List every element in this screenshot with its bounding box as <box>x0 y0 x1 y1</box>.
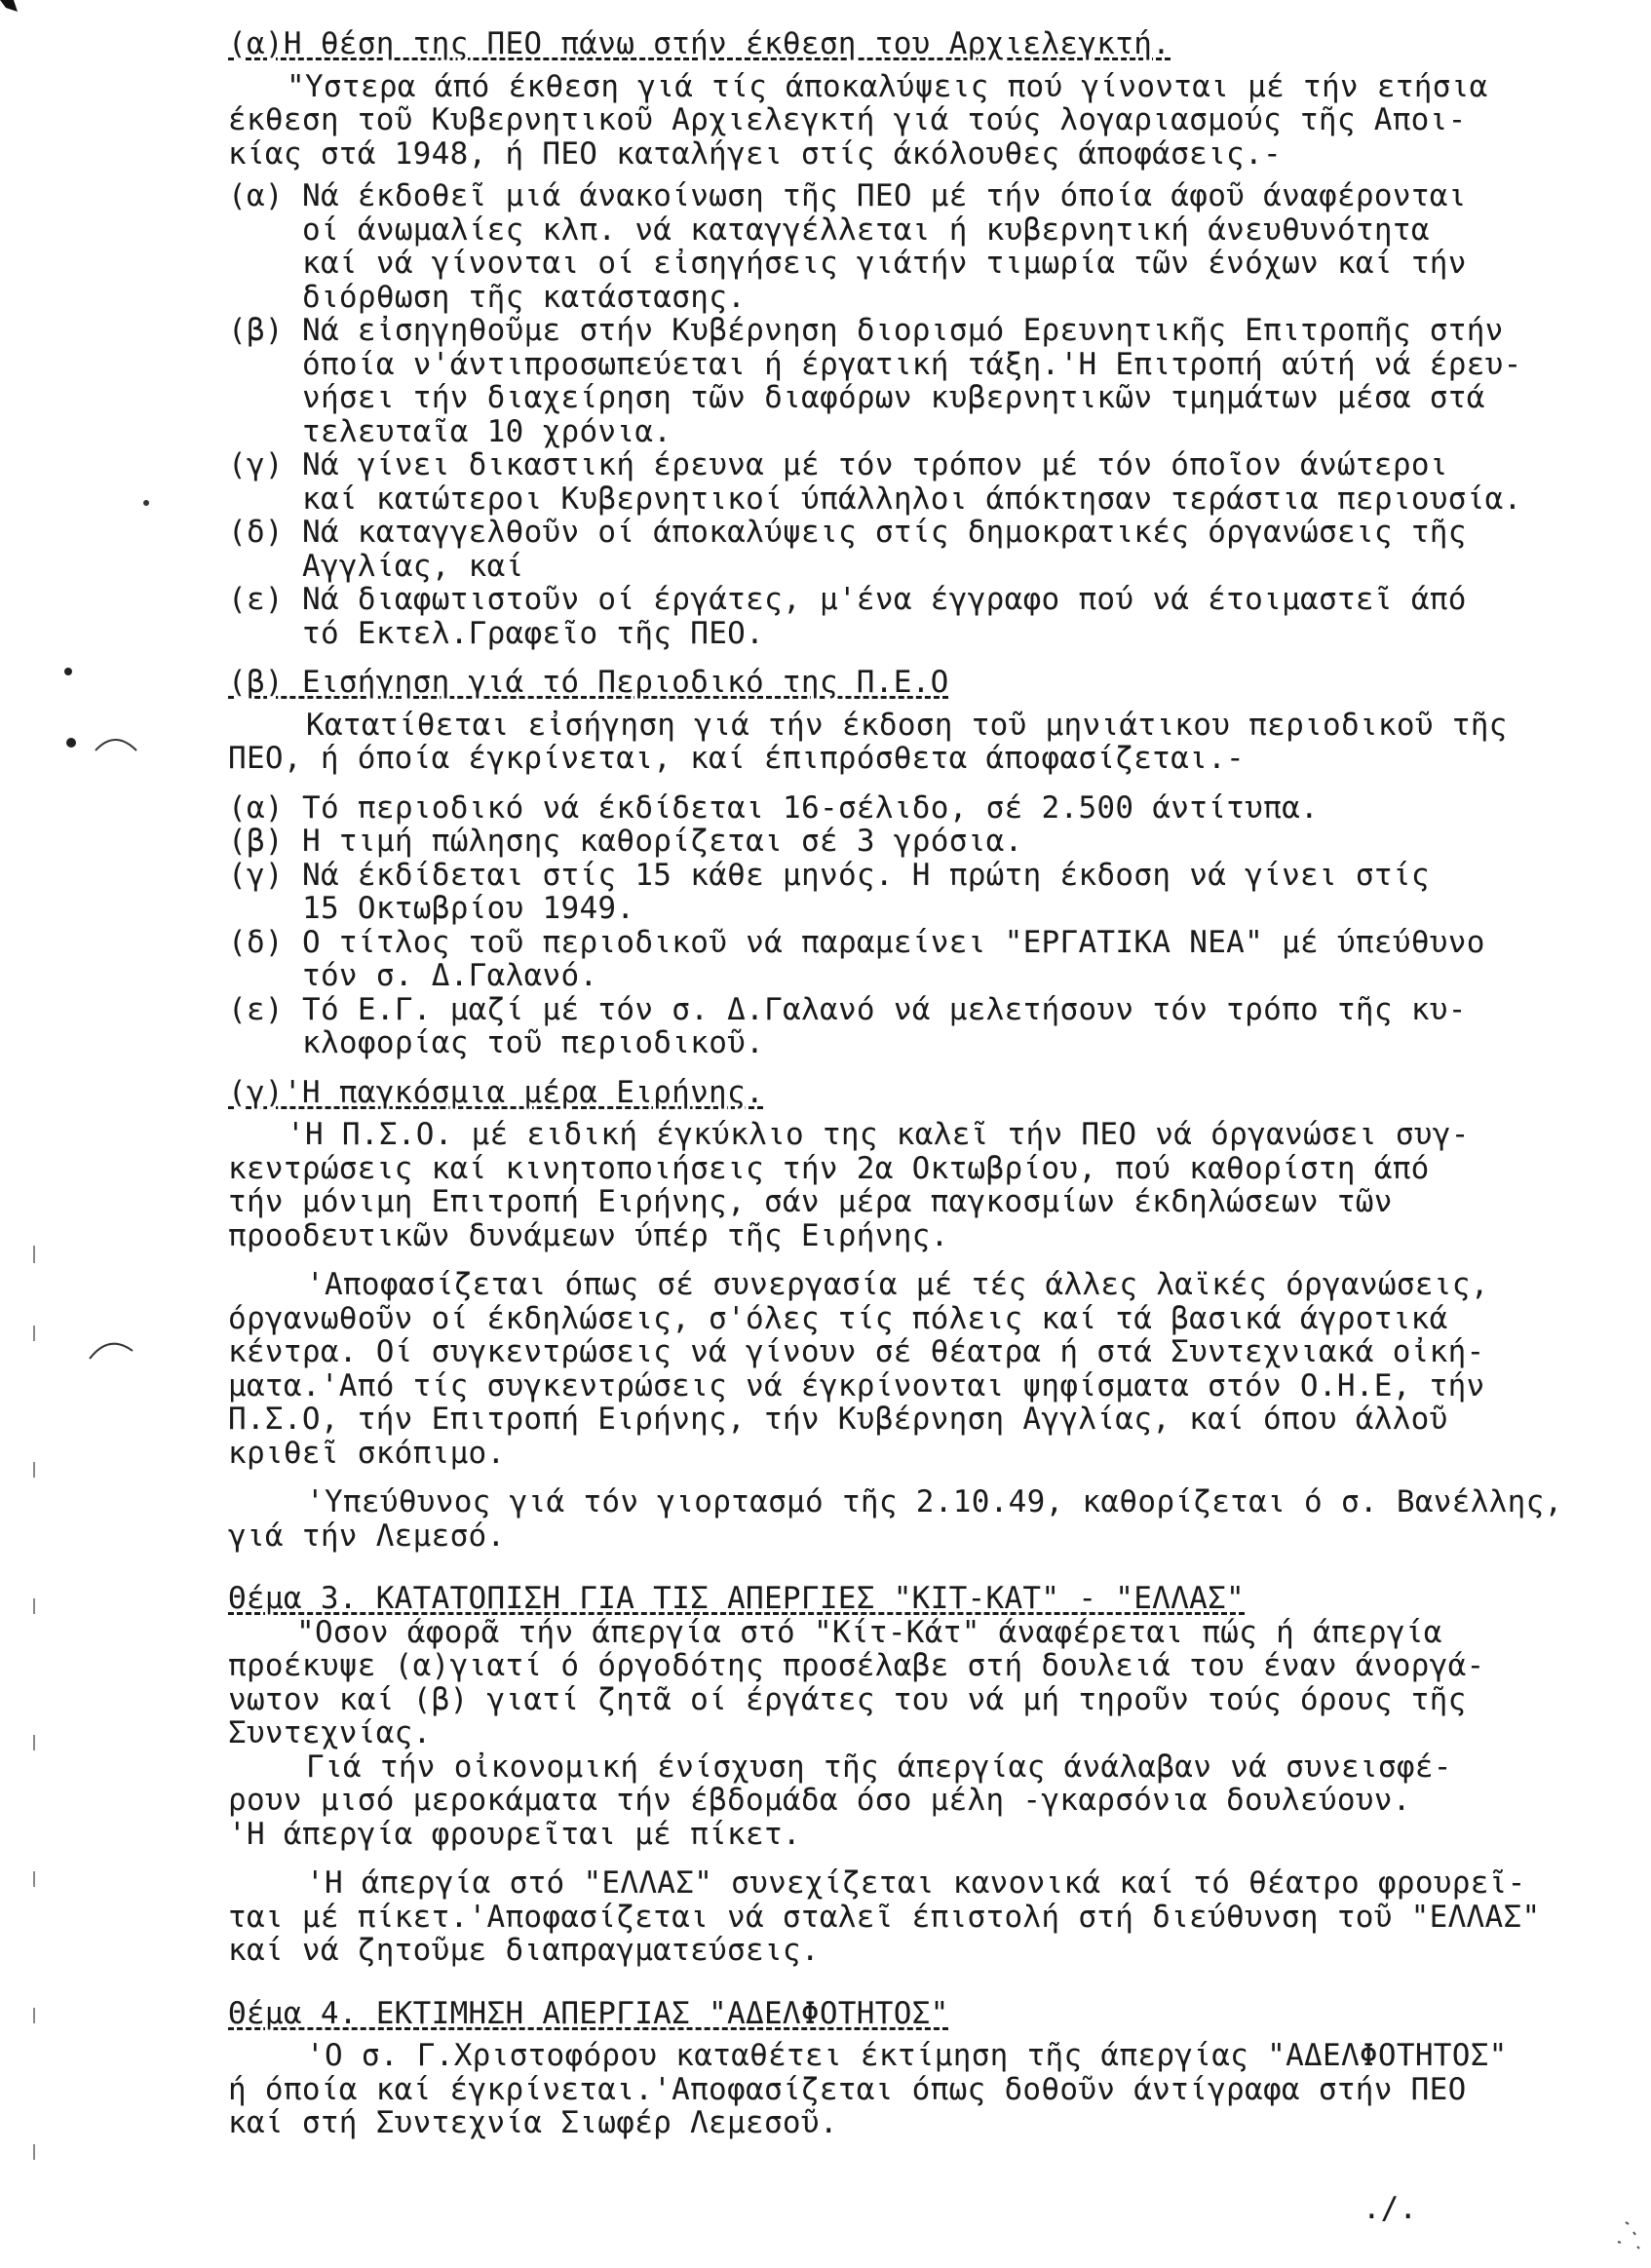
text-line: τήν μόνιμη Επιτροπή Ειρήνης, σάν μέρα παγκοσμίων έκδηλώσεων τῶν <box>228 1184 1393 1219</box>
text-line: καί στή Συντεχνία Σιωφέρ Λεμεσοῦ. <box>228 2105 838 2140</box>
list-item <box>228 926 1632 993</box>
text-line: 'Η άπεργία φρουρεῖται μέ πίκετ. <box>228 1816 801 1852</box>
text-line: ΠΕΟ, ή όποία έγκρίνεται, καί έπιπρόσθετα άποφασίζεται.- <box>228 741 1245 776</box>
text-line: κεντρώσεις καί κινητοποιήσεις τήν 2α Οκτωβρίου, πού καθορίστη άπό <box>228 1150 1430 1186</box>
text-line: ται μέ πίκετ.'Αποφασίζεται νά σταλεῖ έπιστολή στή διεύθυνση τοῦ "ΕΛΛΑΣ" <box>228 1899 1541 1935</box>
text-line: κίας στά 1948, ή ΠΕΟ καταλήγει στίς άκόλουθες άποφάσεις.- <box>228 135 1282 172</box>
text-line: ρουν μισό μεροκάματα τήν έβδομάδα όσο μέλη -γκαρσόνια δουλεύουν. <box>228 1783 1411 1818</box>
text-line: όργανωθοῦν οί έκδηλώσεις, σ'όλες τίς πόλεις καί τά βασικά άγροτικά <box>228 1300 1448 1336</box>
text-line: 'Η Π.Σ.Ο. μέ ειδική έγκύκλιο της καλεῖ τήν ΠΕΟ νά όργανώσει συγ- <box>287 1117 1470 1152</box>
text-line: νήσει τήν διαχείρηση τῶν διαφόρων κυβερνητικῶν τμημάτων μέσα στά <box>302 380 1485 415</box>
paragraph <box>228 1268 1632 1470</box>
paragraph <box>228 1485 1632 1553</box>
text-line: Νά έκδίδεται στίς 15 κάθε μηνός. Η πρώτη έκδοση νά γίνει στίς <box>302 857 1430 893</box>
list-item-label: (γ) <box>228 857 284 893</box>
page-continuation-mark: ./. <box>1363 2191 1417 2226</box>
text-line: προέκυψε (α)γιατί ό όργοδότης προσέλαβε στή δουλειά του έναν άνοργά- <box>228 1648 1485 1683</box>
text-line: "Υστερα άπό έκθεση γιά τίς άποκαλύψεις πού γίνονται μέ τήν ετήσια <box>287 68 1488 104</box>
list-item <box>228 516 1632 583</box>
list-item-label: (ε) <box>228 582 284 617</box>
topic-4-heading: Θέμα 4. ΕΚΤΙΜΗΣΗ ΑΠΕΡΓΙΑΣ "ΑΔΕΛΦΟΤΗΤΟΣ" <box>228 1995 949 2031</box>
text-line: ματα.'Από τίς συγκεντρώσεις νά έγκρίνονται ψηφίσματα στόν Ο.Η.Ε, τήν <box>228 1367 1485 1403</box>
text-line: Ο τίτλος τοῦ περιοδικοῦ νά παραμείνει "ΕΡΓΑΤΙΚΑ ΝΕΑ" μέ ύπεύθυνο <box>302 924 1485 960</box>
text-line: Τό Ε.Γ. μαζί μέ τόν σ. Δ.Γαλανό νά μελετήσουν τόν τρόπο τῆς κυ- <box>302 991 1467 1027</box>
section-a-list <box>228 179 1632 650</box>
text-line: τόν σ. Δ.Γαλανό. <box>302 958 598 993</box>
list-item-label: (γ) <box>228 447 284 482</box>
list-item <box>228 825 1632 859</box>
text-line: γιά τήν Λεμεσό. <box>228 1518 506 1554</box>
text-line: έκθεση τοῦ Κυβερνητικοῦ Αρχιελεγκτή γιά τούς λογαριασμούς τῆς Αποι- <box>228 102 1467 137</box>
text-line: 'Η άπεργία στό "ΕΛΛΑΣ" συνεχίζεται κανονικά καί τό θέατρο φρουρεῖ- <box>306 1865 1526 1901</box>
list-item-label: (ε) <box>228 991 284 1027</box>
list-item <box>228 583 1632 650</box>
list-item <box>228 314 1632 448</box>
text-line: κριθεῖ σκόπιμο. <box>228 1435 506 1471</box>
text-line: Νά καταγγελθοῦν οί άποκαλύψεις στίς δημοκρατικές όργανώσεις τῆς <box>302 515 1467 550</box>
text-line: Νά γίνει δικαστική έρευνα μέ τόν τρόπον μέ τόν όποῖον άνώτεροι <box>302 447 1448 482</box>
text-line: 'Αποφασίζεται όπως σέ συνεργασία μέ τές άλλες λαϊκές όργανώσεις, <box>306 1267 1489 1302</box>
list-item-label: (β) <box>228 313 284 348</box>
text-line: Γιά τήν οἰκονομική ένίσχυση τῆς άπεργίας άνάλαβαν νά συνεισφέ- <box>306 1749 1452 1785</box>
section-b-list <box>228 791 1632 1060</box>
margin-dot <box>143 500 149 506</box>
text-line: Π.Σ.Ο, τήν Επιτροπή Ειρήνης, τήν Κυβέρνηση Αγγλίας, καί όπου άλλοῦ <box>228 1402 1448 1437</box>
text-line: Κατατίθεται εἰσήγηση γιά τήν έκδοση τοῦ μηνιάτικου περιοδικοῦ τῆς <box>306 707 1508 743</box>
text-line: νωτον καί (β) γιατί ζητᾶ οί έργάτες του νά μή τηροῦν τούς όρους τῆς <box>228 1681 1467 1717</box>
text-line: διόρθωση τῆς κατάστασης. <box>302 279 747 315</box>
text-line: Νά έκδοθεῖ μιά άνακοίνωση τῆς ΠΕΟ μέ τήν όποία άφοῦ άναφέρονται <box>302 178 1467 213</box>
text-line: τό Εκτελ.Γραφεῖο τῆς ΠΕΟ. <box>302 615 765 651</box>
text-line: όποία ν'άντιπροσωπεύεται ή έργατική τάξη.'Η Επιτροπή αύτή νά έρευ- <box>302 346 1522 382</box>
text-line: Η τιμή πώλησης καθορίζεται σέ 3 γρόσια. <box>302 824 1023 859</box>
margin-dot <box>66 738 76 748</box>
punch-hole-arc <box>90 1344 133 1359</box>
list-item <box>228 859 1632 926</box>
list-item-label: (δ) <box>228 515 284 550</box>
paragraph <box>228 1866 1632 1968</box>
list-item <box>228 448 1632 516</box>
list-item-label: (β) <box>228 824 284 859</box>
section-b-intro <box>228 709 1632 776</box>
section-heading-a: (α)Η θέση της ΠΕΟ πάνω στήν έκθεση του Αρχιελεγκτή. <box>228 26 1171 61</box>
document-body <box>228 27 1632 2140</box>
corner-mark <box>0 0 18 12</box>
text-line: προοδευτικῶν δυνάμεων ύπέρ τῆς Ειρήνης. <box>228 1217 949 1253</box>
section-heading-c: (γ)'Η παγκόσμια μέρα Ειρήνης. <box>228 1074 764 1110</box>
list-item <box>228 179 1632 314</box>
punch-hole-arc <box>96 740 136 750</box>
list-item-label: (α) <box>228 789 284 826</box>
list-item <box>228 791 1632 826</box>
text-line: Συντεχνίας. <box>228 1715 432 1750</box>
text-line: τελευταῖα 10 χρόνια. <box>302 413 672 449</box>
text-line: Τό περιοδικό νά έκδίδεται 16-σέλιδο, σέ 2.500 άντίτυπα. <box>302 789 1319 826</box>
text-line: 'Ο σ. Γ.Χριστοφόρου καταθέτει έκτίμηση τῆς άπεργίας "ΑΔΕΛΦΟΤΗΤΟΣ" <box>306 2038 1508 2073</box>
paragraph <box>228 2039 1632 2140</box>
text-line: καί κατώτεροι Κυβερνητικοί ύπάλληλοι άπόκτησαν τεράστια περιουσία. <box>302 481 1522 517</box>
text-line: 'Υπεύθυνος γιά τόν γιορτασμό τῆς 2.10.49, καθορίζεται ό σ. Βανέλλης, <box>306 1484 1563 1519</box>
section-heading-b: (β) Εισήγηση γιά τό Περιοδικό της Π.Ε.Ο <box>228 665 949 700</box>
text-line: "Οσον άφορᾶ τήν άπεργία στό "Κίτ-Κάτ" άναφέρεται πώς ή άπεργία <box>296 1614 1442 1650</box>
paragraph <box>228 1616 1632 1750</box>
list-item-label: (δ) <box>228 924 284 960</box>
text-line: καί νά γίνονται οί εἰσηγήσεις γιάτήν τιμωρία τῶν ένόχων καί τήν <box>302 246 1467 281</box>
list-item <box>228 993 1632 1060</box>
list-item-label: (α) <box>228 178 284 213</box>
corner-speckle <box>1618 2222 1639 2249</box>
text-line: ή όποία καί έγκρίνεται.'Αποφασίζεται όπως δοθοῦν άντίγραφα στήν ΠΕΟ <box>228 2071 1467 2107</box>
section-a-intro <box>228 70 1632 172</box>
paragraph <box>228 1118 1632 1252</box>
text-line: κέντρα. Οί συγκεντρώσεις νά γίνουν σέ θέατρα ή στά Συντεχνιακά οἰκή- <box>228 1334 1485 1369</box>
topic-3-heading: Θέμα 3. ΚΑΤΑΤΟΠΙΣΗ ΓΙΑ ΤΙΣ ΑΠΕΡΓΙΕΣ "ΚΙΤ-ΚΑΤ" - "ΕΛΛΑΣ" <box>228 1581 1245 1616</box>
text-line: οί άνωμαλίες κλπ. νά καταγγέλλεται ή κυβερνητική άνευθυνότητα <box>302 211 1430 248</box>
text-line: Νά εἰσηγηθοῦμε στήν Κυβέρνηση διορισμό Ερευνητικῆς Επιτροπῆς στήν <box>302 313 1504 348</box>
paragraph <box>228 1750 1632 1852</box>
text-line: καί νά ζητοῦμε διαπραγματεύσεις. <box>228 1933 820 1968</box>
text-line: 15 Οκτωβρίου 1949. <box>302 891 635 926</box>
text-line: Νά διαφωτιστοῦν οί έργάτες, μ'ένα έγγραφο πού νά έτοιμαστεῖ άπό <box>302 582 1467 617</box>
text-line: κλοφορίας τοῦ περιοδικοῦ. <box>302 1025 765 1060</box>
margin-dot <box>64 668 72 675</box>
text-line: Αγγλίας, καί <box>302 548 524 584</box>
